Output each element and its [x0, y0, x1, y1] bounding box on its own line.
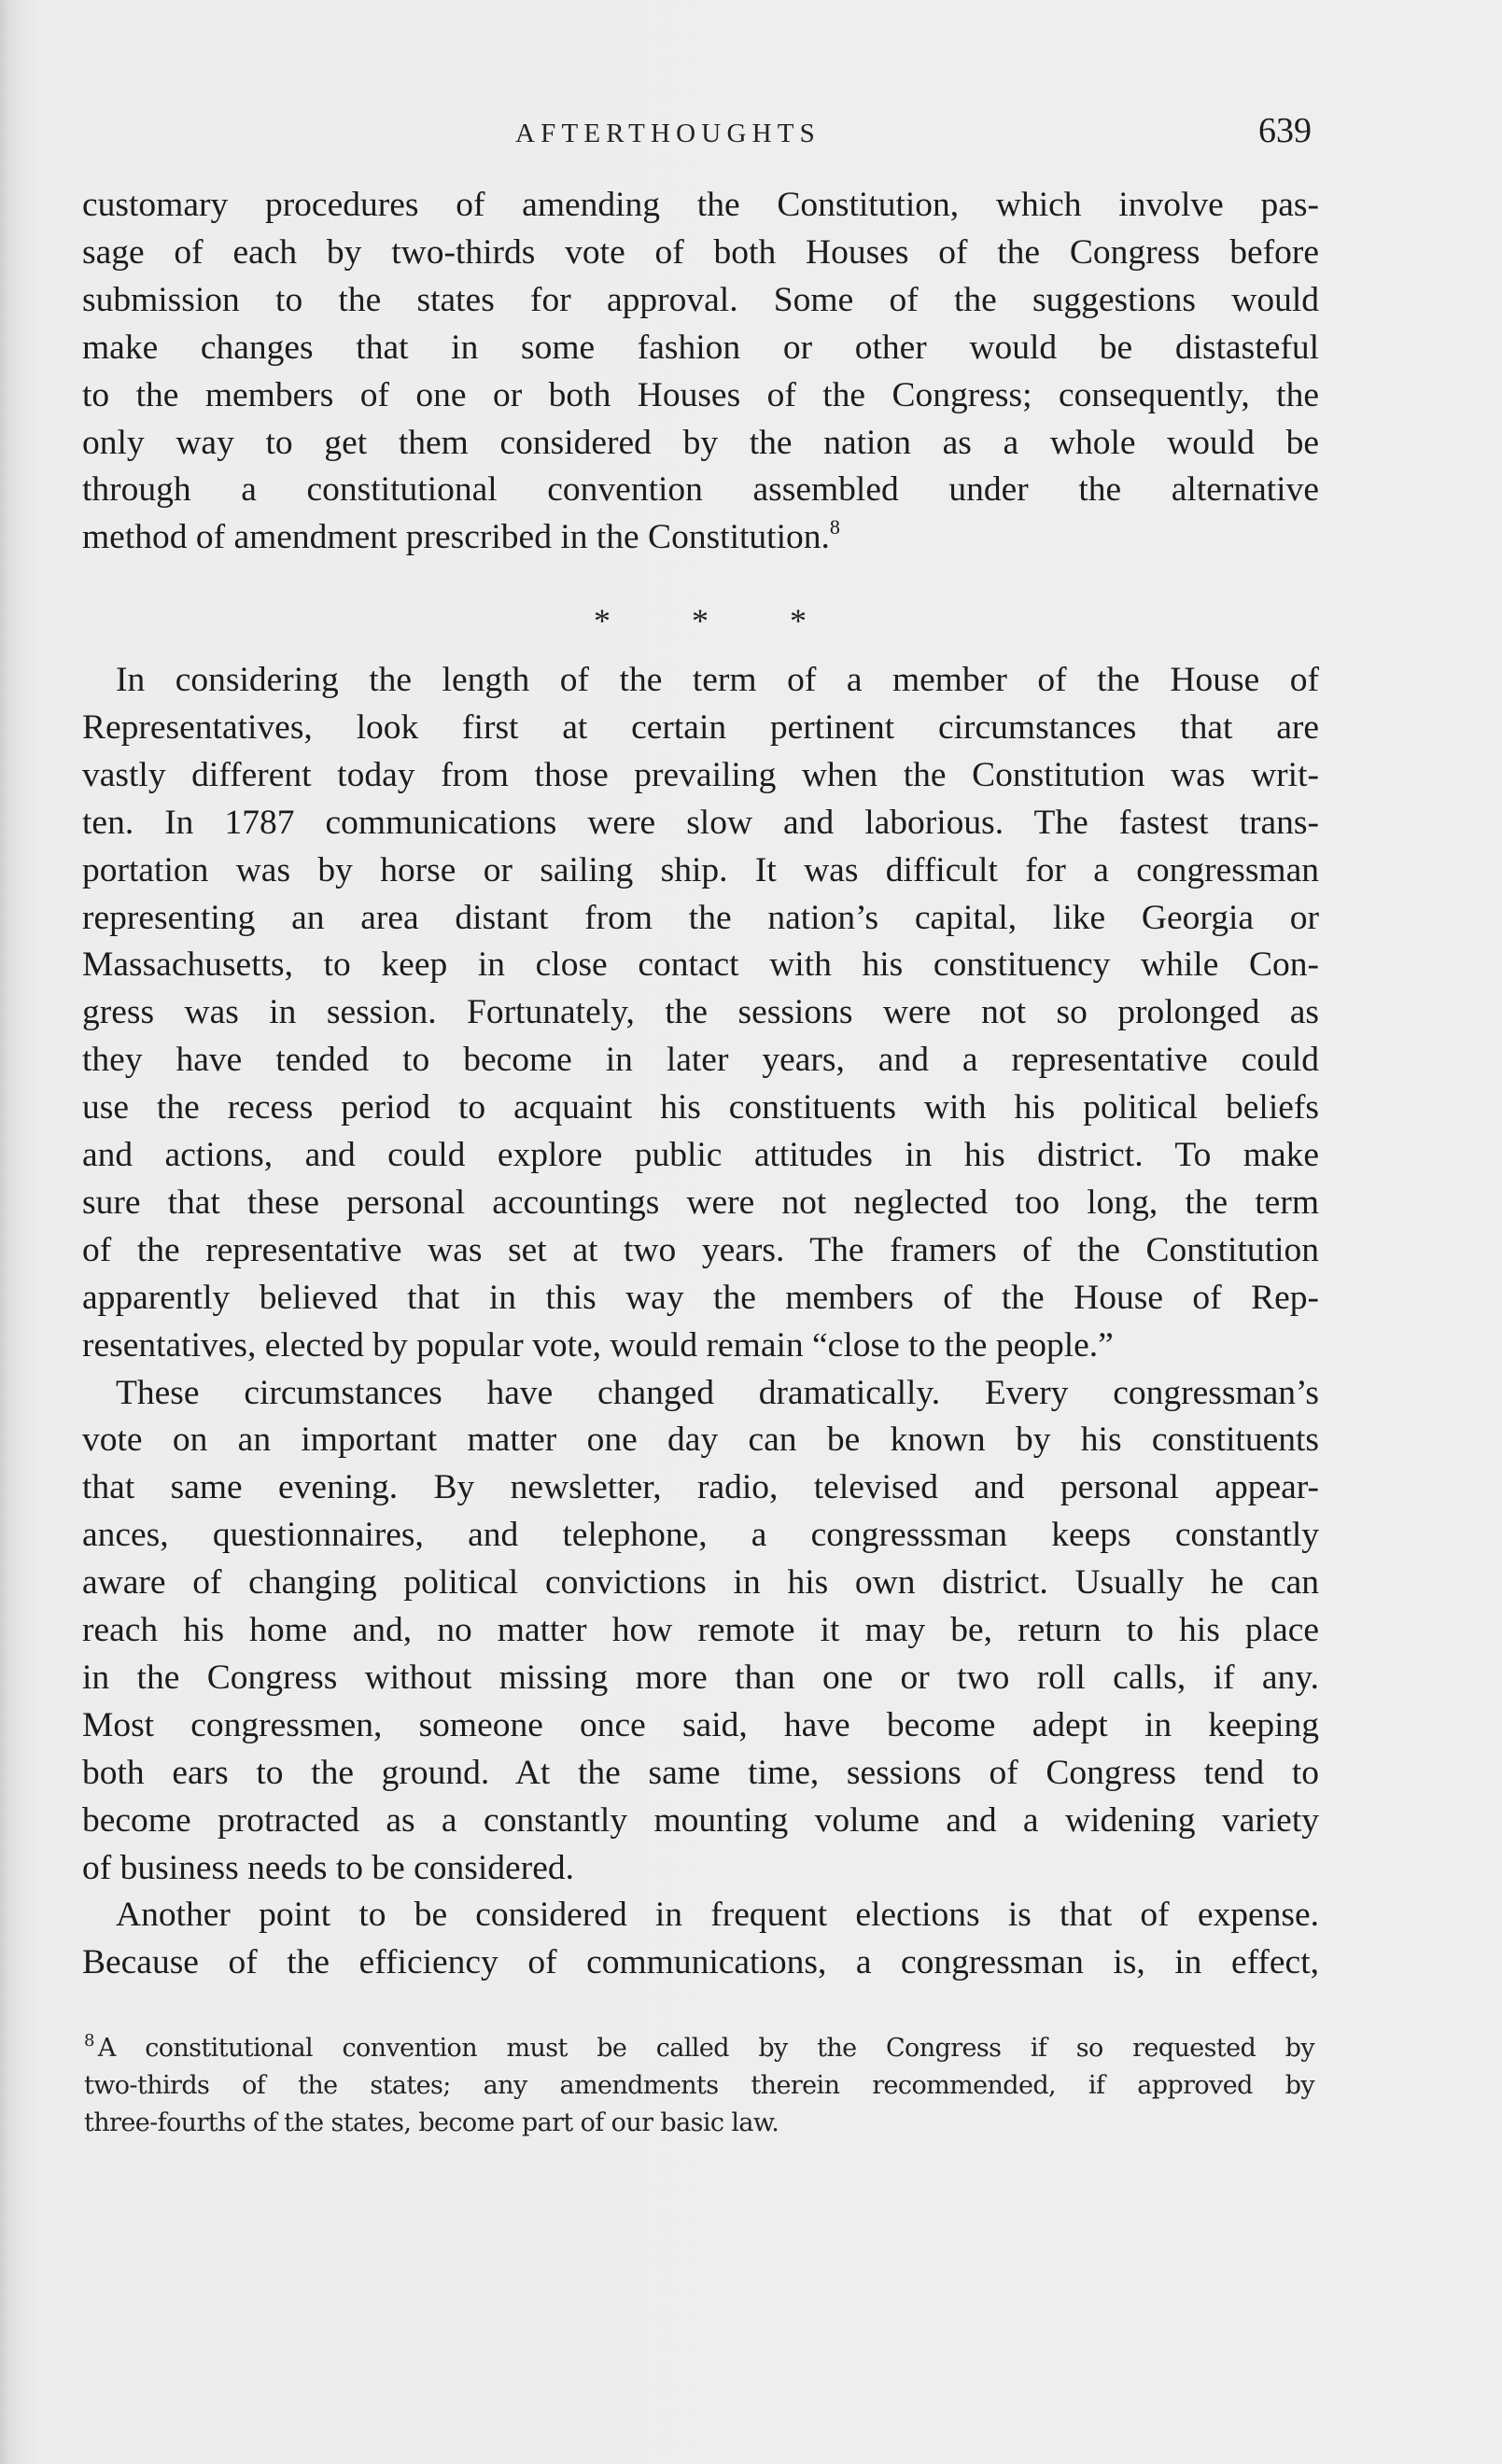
body-line: vote on an important matter one day can be known by his constituents — [82, 1421, 1319, 1460]
body-line: and actions, and could explore public attitudes in his district. To make — [82, 1136, 1319, 1174]
body-line: become protracted as a constantly mounting volume and a widening variety — [82, 1800, 1319, 1840]
footnote-line — [84, 2031, 1314, 2066]
section-break-asterisk: * — [594, 602, 611, 639]
footnote-reference[interactable]: 8 — [829, 515, 840, 539]
body-line: sage of each by two-thirds vote of both Houses of the Congress before — [82, 232, 1319, 272]
body-line: Because of the efficiency of communications, a congressman is, in effect, — [82, 1943, 1319, 1982]
footnote-number: 8 — [84, 2031, 94, 2051]
body-line: make changes that in some fashion or other would be distasteful — [82, 328, 1319, 367]
footnote-line — [84, 2106, 1314, 2141]
body-line: Representatives, look first at certain pertinent circumstances that are — [82, 707, 1319, 747]
body-line: they have tended to become in later years, and a representative could — [82, 1041, 1319, 1080]
body-line: ances, questionnaires, and telephone, a congresssman keeps constantly — [82, 1516, 1319, 1555]
body-line: portation was by horse or sailing ship. It was difficult for a congressman — [82, 850, 1319, 889]
body-line: Massachusetts, to keep in close contact with his constituency while Con- — [82, 945, 1319, 985]
body-line: ten. In 1787 communications were slow and laborious. The fastest trans- — [82, 803, 1319, 842]
body-line: of the representative was set at two years. The framers of the Constitution — [82, 1230, 1319, 1269]
body-line: representing an area distant from the nation’s capital, like Georgia or — [82, 898, 1319, 937]
body-line: in the Congress without missing more than one or two roll calls, if any. — [82, 1658, 1319, 1697]
body-line: These circumstances have changed dramatically. Every congressman’s — [116, 1373, 1319, 1412]
body-line: method of amendment prescribed in the Constitution.$^8$ — [82, 515, 840, 557]
footnote-text: three-fourths of the states, become part of our basic law. — [84, 2108, 779, 2137]
body-line: customary procedures of amending the Constitution, which involve pas- — [82, 186, 1319, 224]
body-line: use the recess period to acquaint his constituents with his political beliefs — [82, 1088, 1319, 1127]
body-line: both ears to the ground. At the same time, sessions of Congress tend to — [82, 1753, 1319, 1792]
body-line: vastly different today from those prevailing when the Constitution was writ- — [82, 755, 1319, 794]
footnote-text: A constitutional convention must be called by the Congress if so requested by — [97, 2034, 1314, 2063]
section-break-asterisk: * — [790, 602, 807, 639]
body-line: reach his home and, no matter how remote it may be, return to his place — [82, 1611, 1319, 1649]
section-break-asterisk: * — [692, 602, 709, 639]
body-line: sure that these personal accountings were not neglected too long, the term — [82, 1183, 1319, 1222]
footnote-text: two-thirds of the states; any amendments therein recommended, if approved by — [84, 2071, 1314, 2100]
page-number: 639 — [1258, 111, 1312, 150]
body-line: only way to get them considered by the nation as a whole would be — [82, 423, 1319, 462]
footnote-line — [84, 2068, 1314, 2104]
body-line: submission to the states for approval. Some of the suggestions would — [82, 280, 1319, 319]
body-line: that same evening. By newsletter, radio, televised and personal appear- — [82, 1468, 1319, 1507]
body-line: In considering the length of the term of a member of the House of — [116, 661, 1319, 699]
body-line: of business needs to be considered. — [82, 1848, 574, 1887]
body-line: Most congressmen, someone once said, have become adept in keeping — [82, 1705, 1319, 1744]
body-line: to the members of one or both Houses of the Congress; consequently, the — [82, 375, 1319, 414]
running-head-title: AFTERTHOUGHTS — [515, 119, 821, 148]
body-line: Another point to be considered in frequent elections is that of expense. — [116, 1896, 1319, 1935]
body-line: aware of changing political convictions in his own district. Usually he can — [82, 1563, 1319, 1603]
body-line: gress was in session. Fortunately, the sessions were not so prolonged as — [82, 993, 1319, 1032]
body-line: through a constitutional convention assembled under the alternative — [82, 470, 1319, 510]
body-line: apparently believed that in this way the members of the House of Rep- — [82, 1278, 1319, 1317]
section-break — [560, 602, 840, 639]
body-line: resentatives, elected by popular vote, would remain “close to the people.” — [82, 1325, 1114, 1365]
